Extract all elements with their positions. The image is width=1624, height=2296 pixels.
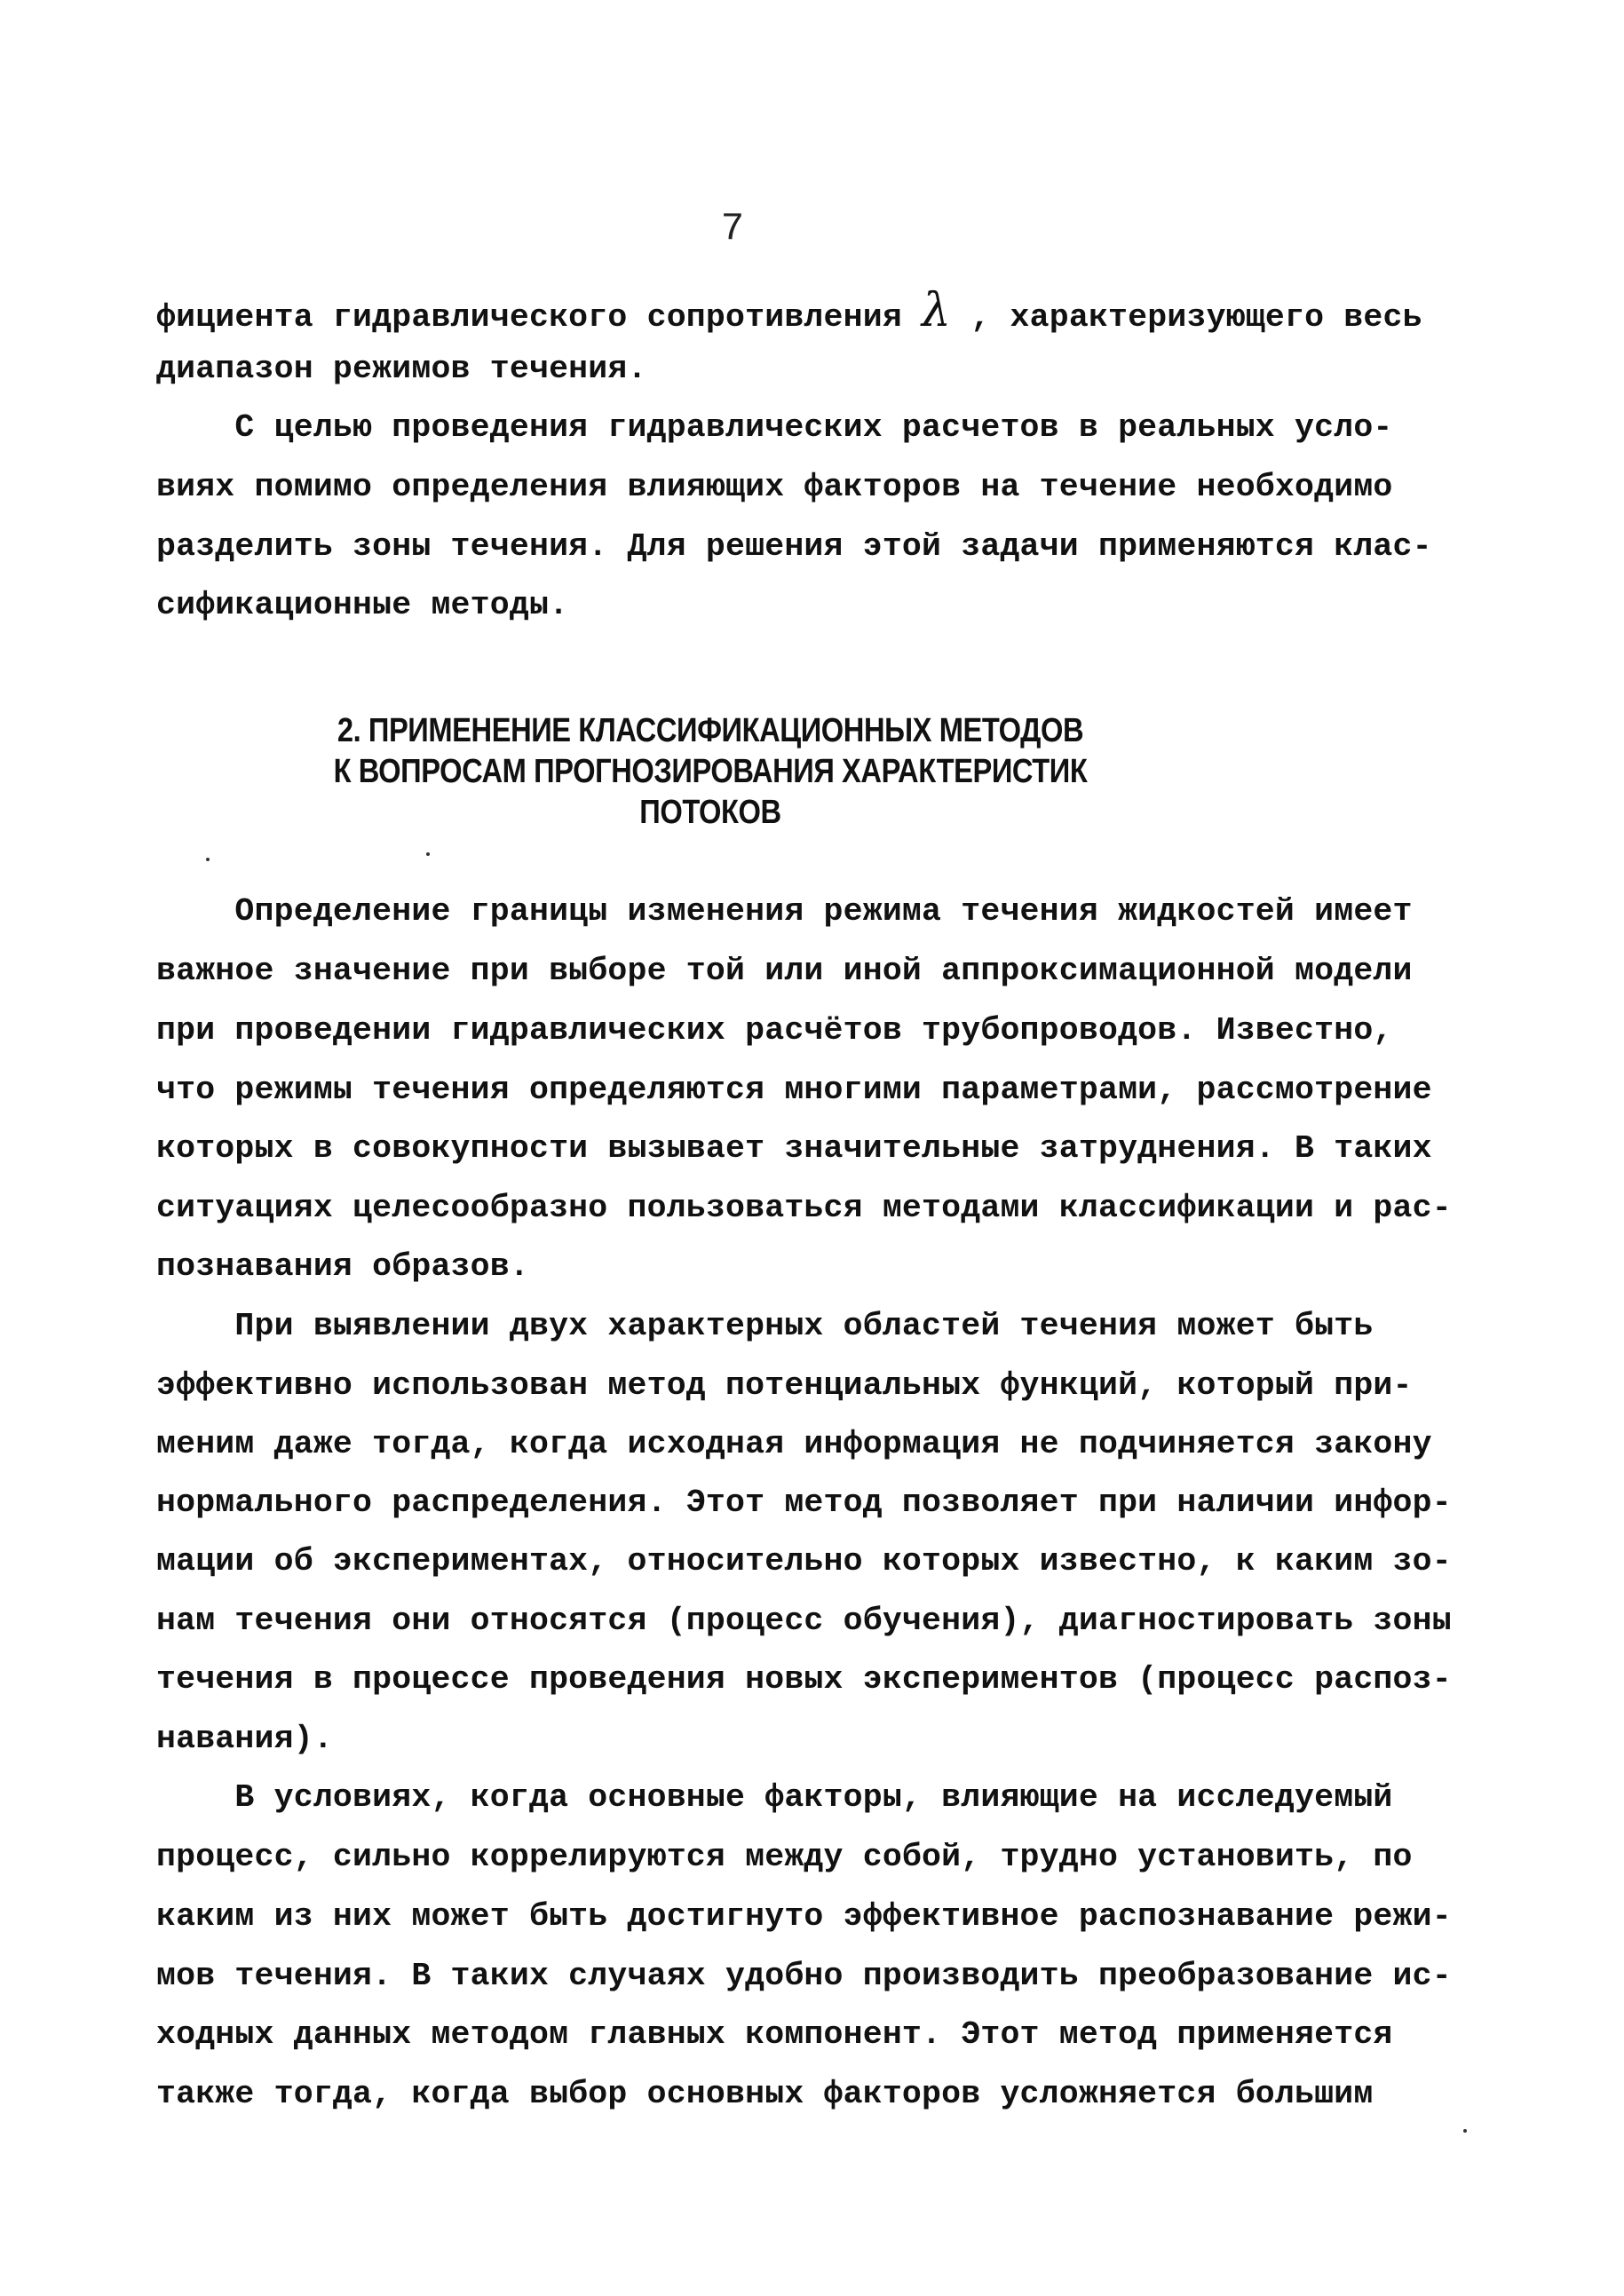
scan-speck [426, 852, 430, 856]
text-line: ходных данных методом главных компонент. Этот метод применяется [156, 2016, 1393, 2053]
text-fragment: , характеризующего весь [951, 299, 1422, 336]
section-heading: К ВОПРОСАМ ПРОГНОЗИРОВАНИЯ ХАРАКТЕРИСТИК [333, 753, 1088, 790]
text-line: диапазон режимов течения. [156, 351, 647, 387]
text-line: познавания образов. [156, 1248, 529, 1285]
text-line: каким из них может быть достигнуто эффективное распознавание режи- [156, 1898, 1452, 1935]
text-line: что режимы течения определяются многими параметрами, рассмотрение [156, 1072, 1432, 1108]
text-line: важное значение при выборе той или иной аппроксимационной модели [156, 953, 1413, 989]
text-line [156, 284, 1422, 337]
text-line: разделить зоны течения. Для решения этой задачи применяются клас- [156, 528, 1432, 565]
section-heading: 2. ПРИМЕНЕНИЕ КЛАССИФИКАЦИОННЫХ МЕТОДОВ [337, 712, 1084, 749]
scan-speck [1463, 2129, 1467, 2133]
text-line: навания). [156, 1721, 333, 1757]
text-line: При выявлении двух характерных областей течения может быть [156, 1308, 1374, 1344]
text-line: меним даже тогда, когда исходная информация не подчиняется закону [156, 1426, 1432, 1462]
scan-speck [206, 858, 210, 861]
lambda-symbol: λ [922, 284, 952, 337]
text-line: нормального распределения. Этот метод позволяет при наличии инфор- [156, 1484, 1452, 1521]
text-line: Определение границы изменения режима течения жидкостей имеет [156, 893, 1413, 930]
text-line: мации об экспериментах, относительно которых известно, к каким зо- [156, 1543, 1452, 1579]
text-line: при проведении гидравлических расчётов трубопроводов. Известно, [156, 1012, 1393, 1049]
text-line: эффективно использован метод потенциальных функций, который при- [156, 1367, 1413, 1404]
text-line: мов течения. В таких случаях удобно производить преобразование ис- [156, 1958, 1452, 1994]
text-line: нам течения они относятся (процесс обучения), диагностировать зоны [156, 1603, 1452, 1639]
text-line: виях помимо определения влияющих факторов на течение необходимо [156, 469, 1393, 505]
text-line: С целью проведения гидравлических расчетов в реальных усло- [156, 409, 1393, 446]
section-heading: ПОТОКОВ [639, 794, 781, 831]
text-line: сификационные методы. [156, 587, 569, 623]
text-line: которых в совокупности вызывает значительные затруднения. В таких [156, 1130, 1432, 1167]
text-line: В условиях, когда основные факторы, влияющие на исследуемый [156, 1779, 1393, 1816]
text-line: ситуациях целесообразно пользоваться методами классификации и рас- [156, 1190, 1452, 1226]
text-line: также тогда, когда выбор основных факторов усложняется большим [156, 2076, 1374, 2112]
page-number: 7 [720, 207, 745, 251]
text-fragment: фициента гидравлического сопротивления [156, 299, 923, 336]
text-line: процесс, сильно коррелируются между собой, трудно установить, по [156, 1839, 1413, 1875]
text-line: течения в процессе проведения новых экспериментов (процесс распоз- [156, 1661, 1452, 1698]
